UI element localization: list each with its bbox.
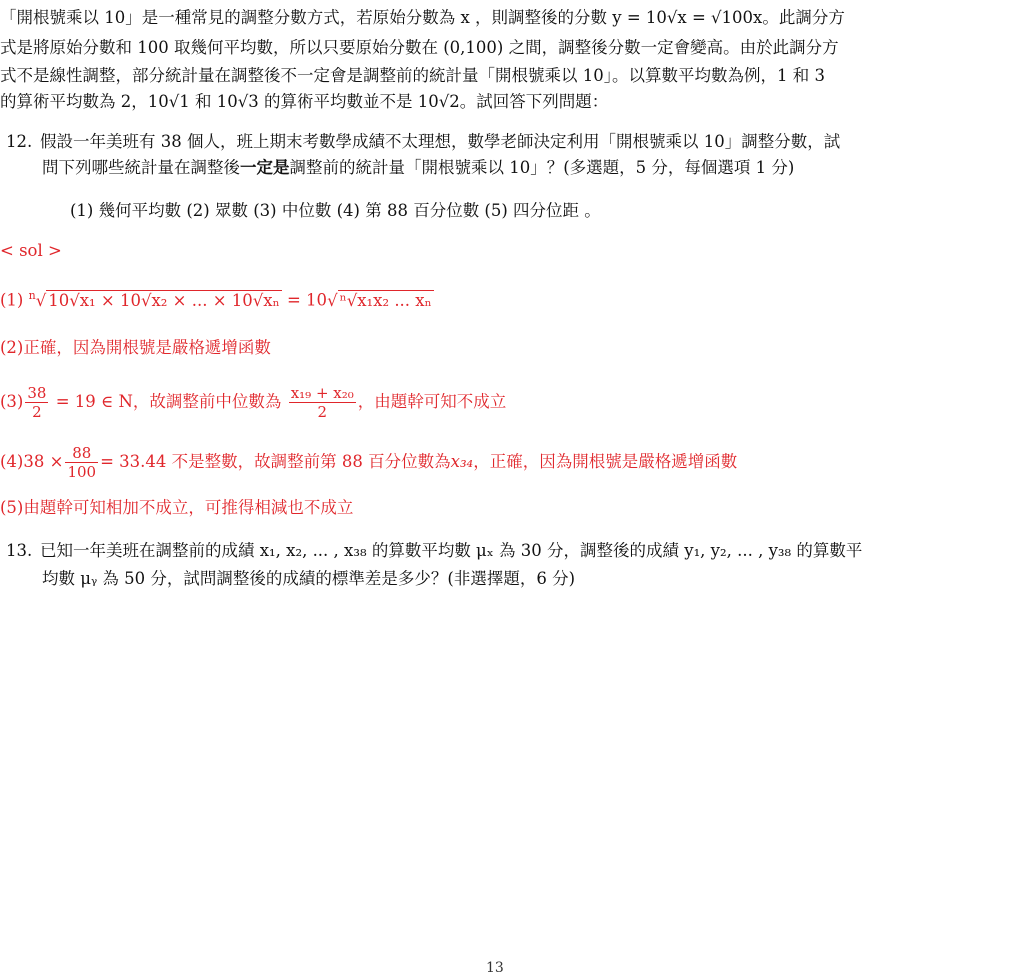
question-12-text-1: 假設一年美班有 38 個人，班上期末考數學成績不太理想，數學老師決定利用「開根號乘以 10」調整分數，試 xyxy=(40,132,841,151)
solution-4-denominator: 100 xyxy=(67,463,97,481)
question-12-options: (1) 幾何平均數 (2) 眾數 (3) 中位數 (4) 第 88 百分位數 (5) 四分位距 。 xyxy=(70,201,601,220)
solution-3-median-numerator: x₁₉ + x₂₀ xyxy=(290,384,354,402)
solution-4-numerator: 88 xyxy=(65,444,98,463)
question-12-text-2-post: 調整前的統計量「開根號乘以 10」？(多選題，5 分，每個選項 1 分) xyxy=(289,158,795,177)
intro-line-1: 「開根號乘以 10」是一種常見的調整分數方式，若原始分數為 x ，則調整後的分數 y = 10√x = √100x。此調分方 xyxy=(0,8,845,27)
solution-4-variable: x₃₄ xyxy=(450,452,474,471)
question-13-line-1 xyxy=(6,539,1006,563)
solution-item-5: (5)由題幹可知相加不成立，可推得相減也不成立 xyxy=(0,498,354,517)
solution-3-median-denominator: 2 xyxy=(317,403,327,421)
solution-item-2: (2)正確，因為開根號是嚴格遞增函數 xyxy=(0,338,271,357)
question-12-line-1 xyxy=(6,130,1006,154)
solution-1-radicand: 10√x₁ × 10√x₂ × ... × 10√xₙ xyxy=(48,290,280,310)
question-12-text-2-pre: 問下列哪些統計量在調整後 xyxy=(42,158,240,177)
solution-3-middle: = 19 ∈ N，故調整前中位數為 xyxy=(55,392,282,411)
solution-1-root-index: n xyxy=(28,289,36,302)
solution-3-fraction xyxy=(25,384,48,421)
page-number: 13 xyxy=(486,960,504,976)
intro-line-4: 的算術平均數為 2，10√1 和 10√3 的算術平均數並不是 10√2。試回答下列問題： xyxy=(0,92,609,111)
question-13-number: 13. xyxy=(6,541,33,560)
question-13-line-2: 均數 μᵧ 為 50 分，試問調整後的成績的標準差是多少？(非選擇題，6 分) xyxy=(42,569,576,588)
solution-4-middle: = 33.44 不是整數，故調整前第 88 百分位數為 xyxy=(100,452,451,471)
solution-3-numerator: 38 xyxy=(27,384,47,402)
question-12-emphasis: 一定是 xyxy=(240,158,290,177)
question-12-number: 12. xyxy=(6,132,33,151)
intro-line-3: 式不是線性調整，部分統計量在調整後不一定會是調整前的統計量「開根號乘以 10」。以算數平均數為例，1 和 3 xyxy=(0,66,825,85)
solution-item-4 xyxy=(0,444,1000,481)
solution-1-inner: ⁿ√x₁x₂ ... xₙ xyxy=(339,290,432,310)
solution-item-1 xyxy=(0,284,1000,313)
solution-heading: < sol > xyxy=(0,241,62,260)
question-12-line-2 xyxy=(42,156,1020,180)
solution-1-radical: √ 10√x₁ × 10√x₂ × ... × 10√xₙ xyxy=(35,290,280,310)
solution-4-fraction xyxy=(65,444,98,481)
solution-1-outer-radical: √ ⁿ√x₁x₂ ... xₙ xyxy=(327,290,432,310)
solution-1-equals: = 10 xyxy=(286,290,328,310)
solution-3-median-fraction xyxy=(289,384,356,421)
intro-line-2: 式是將原始分數和 100 取幾何平均數，所以只要原始分數在 (0,100) 之間，調整後分數一定會變高。由於此調分方 xyxy=(0,38,839,57)
solution-4-post: ，正確，因為開根號是嚴格遞增函數 xyxy=(473,452,738,471)
solution-3-post: ，由題幹可知不成立 xyxy=(357,392,507,411)
solution-item-3 xyxy=(0,384,1000,421)
solution-3-label: (3) xyxy=(0,392,24,411)
solution-1-label: (1) xyxy=(0,290,24,310)
solution-4-label: (4)38 × xyxy=(0,452,64,471)
question-13-text-1: 已知一年美班在調整前的成績 x₁, x₂, ... , x₃₈ 的算數平均數 μₓ 為 30 分，調整後的成績 y₁, y₂, ... , y₃₈ 的算數平 xyxy=(40,541,863,560)
solution-3-denominator: 2 xyxy=(32,403,42,421)
